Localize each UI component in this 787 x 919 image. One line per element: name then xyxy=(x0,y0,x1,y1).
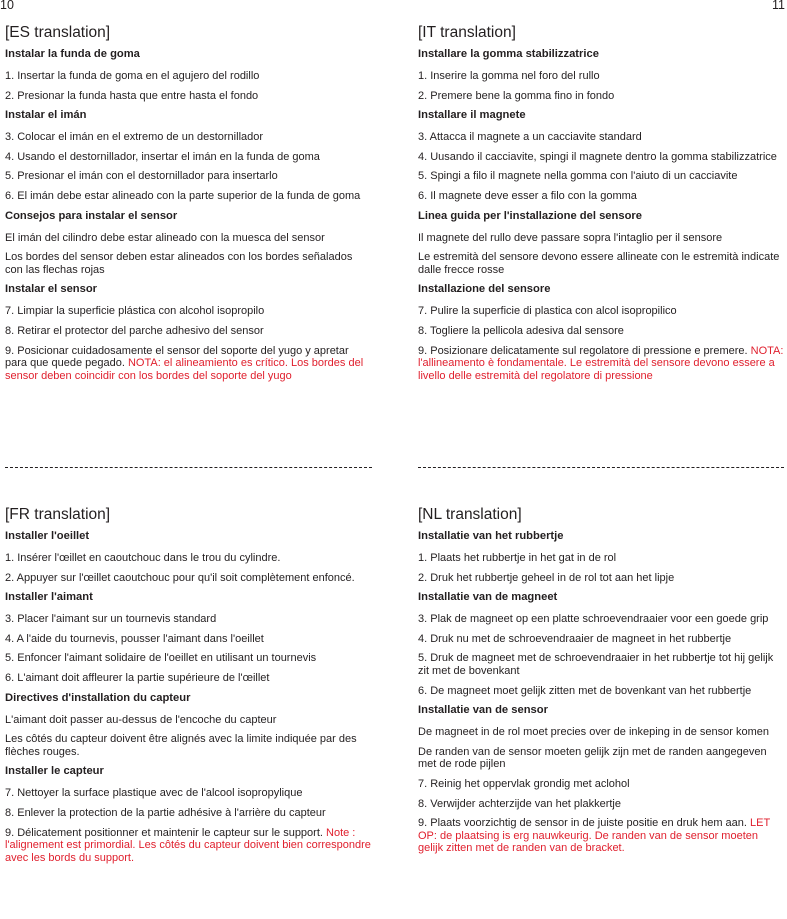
instruction-text xyxy=(5,827,373,865)
subsection-heading xyxy=(418,210,786,223)
text: Il magnete del rullo deve passare sopra l'intaglio per il sensore xyxy=(418,231,723,244)
instruction-text xyxy=(5,251,373,276)
text: De randen van de sensor moeten gelijk zijn met de randen aangegeven met de rode pijlen xyxy=(418,745,767,771)
text: Installatie van de sensor xyxy=(418,704,548,717)
note-text: NOTA: el alineamiento es crítico. Los bordes del sensor deben coincidir con los bordes del soporte del yugo xyxy=(5,357,364,382)
text: 1. Inserire la gomma nel foro del rullo xyxy=(418,70,600,82)
text: 3. Plak de magneet op een platte schroevendraaier voor een goede grip xyxy=(418,613,769,626)
note-text: NOTA: l'allineamento è fondamentale. Le estremità del sensore devono essere a livello delle estremità del regolatore di pressione xyxy=(418,344,784,382)
instruction-text xyxy=(5,672,373,685)
instruction-text xyxy=(418,613,784,626)
text: 8. Togliere la pellicola adesiva dal sensore xyxy=(418,324,624,337)
text: Installer le capteur xyxy=(5,765,104,778)
text: De magneet in de rol moet precies over de inkeping in de sensor komen xyxy=(418,726,769,739)
instruction-text xyxy=(5,787,373,800)
text: 2. Premere bene la gomma fino in fondo xyxy=(418,89,615,102)
instruction-text xyxy=(418,685,784,698)
instruction-text xyxy=(418,325,786,338)
text: Installatie van het rubbertje xyxy=(418,530,564,542)
text: 3. Colocar el imán en el extremo de un destornillador xyxy=(5,131,264,144)
text: Instalar el sensor xyxy=(5,283,98,296)
page-number-left: 10 xyxy=(0,0,14,12)
subsection-heading xyxy=(5,48,373,61)
text: L'aimant doit passer au-dessus de l'encoche du capteur xyxy=(5,713,277,726)
text: Installer l'oeillet xyxy=(5,530,90,542)
text: Installare la gomma stabilizzatrice xyxy=(418,48,599,60)
instruction-text xyxy=(418,131,786,144)
text: 6. De magneet moet gelijk zitten met de bovenkant van het rubbertje xyxy=(418,684,752,697)
subsection-heading xyxy=(418,591,784,604)
text: 3. Placer l'aimant sur un tournevis standard xyxy=(5,613,217,626)
text: 6. Il magnete deve esser a filo con la gomma xyxy=(418,189,637,202)
instruction-text xyxy=(418,190,786,203)
section-divider xyxy=(418,467,784,468)
text: Directives d'installation du capteur xyxy=(5,691,191,704)
text: Installare il magnete xyxy=(418,109,526,122)
text: 4. Druk nu met de schroevendraaier de magneet in het rubbertje xyxy=(418,632,732,645)
note-text: LET OP: de plaatsing is erg nauwkeurig. De randen van de sensor moeten gelijk zitten met de randen van de bracket. xyxy=(418,817,771,855)
text: El imán del cilindro debe estar alineado con la muesca del sensor xyxy=(5,231,325,244)
subsection-heading xyxy=(418,530,784,543)
text: 7. Limpiar la superficie plástica con alcohol isopropilo xyxy=(5,305,265,318)
subsection-heading xyxy=(5,530,373,543)
text: 3. Attacca il magnete a un cacciavite standard xyxy=(418,131,642,144)
text: Los bordes del sensor deben estar alineados con los bordes señalados con las flechas rojas xyxy=(5,251,353,276)
text: 5. Presionar el imán con el destornillador para insertarlo xyxy=(5,170,278,183)
subsection-heading xyxy=(418,283,786,296)
instruction-text xyxy=(5,613,373,626)
instruction-text xyxy=(5,232,373,245)
instruction-text xyxy=(418,552,784,565)
text: 6. El imán debe estar alineado con la parte superior de la funda de goma xyxy=(5,189,361,202)
instruction-text xyxy=(5,714,373,727)
instruction-text xyxy=(5,305,373,318)
instruction-text xyxy=(418,746,784,771)
text: Installer l'aimant xyxy=(5,591,93,604)
text: 9. Posicionar cuidadosamente el sensor del soporte del yugo y apretar para que quede pegado. xyxy=(5,344,349,370)
instruction-text xyxy=(418,251,786,276)
text: 2. Appuyer sur l'œillet caoutchouc pour qu'il soit complètement enfoncé. xyxy=(5,571,355,584)
instruction-text xyxy=(418,798,784,811)
instruction-text xyxy=(5,345,373,383)
subsection-heading xyxy=(5,109,373,122)
text: 5. Spingi a filo il magnete nella gomma con l'aiuto di un cacciavite xyxy=(418,170,738,183)
instruction-text xyxy=(5,170,373,183)
section-header: [IT translation] xyxy=(418,24,516,41)
instruction-text xyxy=(5,572,373,585)
subsection-heading xyxy=(418,109,786,122)
section-divider xyxy=(5,467,372,468)
instruction-text xyxy=(418,151,786,164)
text: 4. Uusando il cacciavite, spingi il magnete dentro la gomma stabilizzatrice xyxy=(418,150,777,163)
section-nl xyxy=(418,506,784,862)
instruction-text xyxy=(5,190,373,203)
instruction-text xyxy=(418,817,784,855)
text: Les côtés du capteur doivent être alignés avec la limite indiquée par des flèches rouges. xyxy=(5,733,357,758)
instruction-text xyxy=(418,305,786,318)
instruction-text xyxy=(418,652,784,677)
subsection-heading xyxy=(5,692,373,705)
subsection-heading xyxy=(418,48,786,61)
text: 1. Plaats het rubbertje in het gat in de rol xyxy=(418,552,617,564)
text: Installazione del sensore xyxy=(418,283,551,296)
instruction-text xyxy=(5,90,373,103)
instruction-text xyxy=(5,633,373,646)
section-header: [FR translation] xyxy=(5,506,111,523)
text: Installatie van de magneet xyxy=(418,591,558,604)
instruction-text xyxy=(418,345,786,383)
instruction-text xyxy=(418,726,784,739)
instruction-text xyxy=(418,572,784,585)
page-number-right: 11 xyxy=(772,0,785,12)
subsection-heading xyxy=(5,283,373,296)
text: 4. Usando el destornillador, insertar el imán en la funda de goma xyxy=(5,150,320,163)
subsection-heading xyxy=(5,765,373,778)
instruction-text xyxy=(5,552,373,565)
instruction-text xyxy=(418,90,786,103)
note-text: Note : l'alignement est primordial. Les côtés du capteur doivent bien correspondre avec les bords du support. xyxy=(5,826,371,864)
subsection-heading xyxy=(5,591,373,604)
text: 8. Verwijder achterzijde van het plakkertje xyxy=(418,797,621,810)
text: 1. Insertar la funda de goma en el agujero del rodillo xyxy=(5,70,260,82)
text: 8. Enlever la protection de la partie adhésive à l'arrière du capteur xyxy=(5,806,326,819)
text: 1. Insérer l'œillet en caoutchouc dans le trou du cylindre. xyxy=(5,552,281,564)
section-it xyxy=(418,24,786,389)
text: 5. Enfoncer l'aimant solidaire de l'oeillet en utilisant un tournevis xyxy=(5,652,317,665)
section-header: [NL translation] xyxy=(418,506,522,523)
text: Consejos para instalar el sensor xyxy=(5,209,178,222)
instruction-text xyxy=(5,325,373,338)
text: 4. A l'aide du tournevis, pousser l'aimant dans l'oeillet xyxy=(5,632,264,645)
subsection-heading xyxy=(5,210,373,223)
text: 5. Druk de magneet met de schroevendraaier in het rubbertje tot hij gelijk zit met de bovenkant xyxy=(418,652,774,677)
text: 8. Retirar el protector del parche adhesivo del sensor xyxy=(5,324,264,337)
section-es xyxy=(5,24,373,389)
text: Instalar el imán xyxy=(5,109,87,122)
text: 7. Pulire la superficie di plastica con alcol isopropilico xyxy=(418,305,677,318)
text: 9. Posizionare delicatamente sul regolatore di pressione e premere. xyxy=(418,344,748,357)
instruction-text xyxy=(418,778,784,791)
instruction-text xyxy=(5,70,373,83)
text: 9. Plaats voorzichtig de sensor in de juiste positie en druk hem aan. xyxy=(418,817,747,830)
section-fr xyxy=(5,506,373,871)
text: 2. Druk het rubbertje geheel in de rol tot aan het lipje xyxy=(418,571,675,584)
text: Instalar la funda de goma xyxy=(5,48,140,60)
instruction-text xyxy=(5,807,373,820)
instruction-text xyxy=(418,70,786,83)
instruction-text xyxy=(418,232,786,245)
text: 2. Presionar la funda hasta que entre hasta el fondo xyxy=(5,89,259,102)
instruction-text xyxy=(5,131,373,144)
text: 7. Nettoyer la surface plastique avec de l'alcool isopropylique xyxy=(5,787,303,800)
section-header: [ES translation] xyxy=(5,24,111,41)
text: Linea guida per l'installazione del sensore xyxy=(418,209,642,222)
instruction-text xyxy=(5,652,373,665)
instruction-text xyxy=(418,170,786,183)
text: 9. Délicatement positionner et maintenir le capteur sur le support. xyxy=(5,826,323,839)
text: 7. Reinig het oppervlak grondig met aclohol xyxy=(418,777,630,790)
instruction-text xyxy=(418,633,784,646)
subsection-heading xyxy=(418,704,784,717)
text: 6. L'aimant doit affleurer la partie supérieure de l'œillet xyxy=(5,671,270,684)
instruction-text xyxy=(5,151,373,164)
instruction-text xyxy=(5,733,373,758)
text: Le estremità del sensore devono essere allineate con le estremità indicate dalle frecce rosse xyxy=(418,251,780,276)
